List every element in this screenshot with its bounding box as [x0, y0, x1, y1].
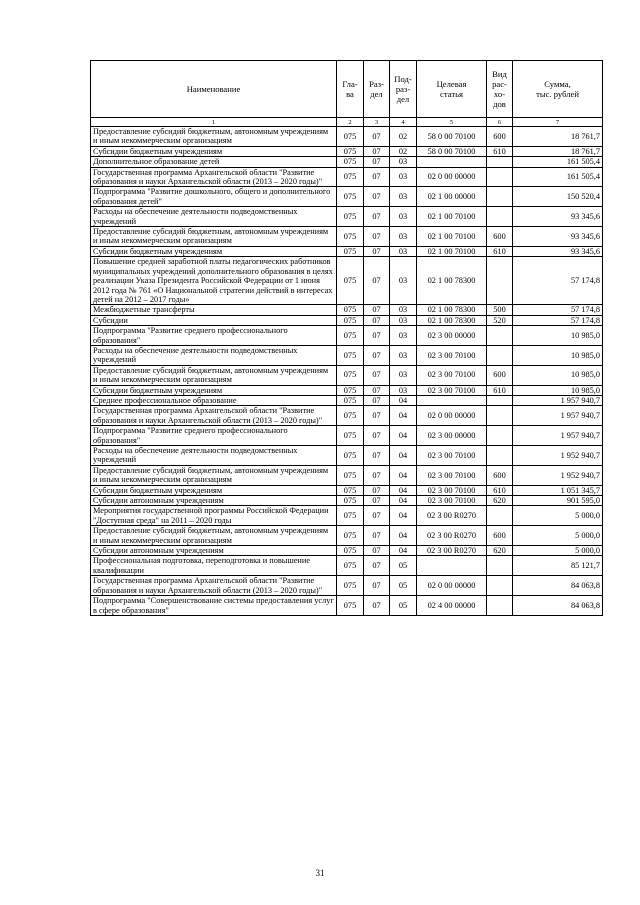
row-vid: 610	[487, 385, 513, 395]
row-target: 02 1 00 78300	[417, 257, 487, 305]
table-row	[91, 305, 603, 315]
row-sum: 150 520,4	[513, 187, 603, 207]
row-name: Государственная программа Архангельской области "Развитие образования и науки Архангельской области (2013 – 2020 годы)"	[91, 576, 337, 596]
row-target: 02 3 00 70100	[417, 385, 487, 395]
table-row	[91, 496, 603, 506]
row-name: Предоставление субсидий бюджетным, автономным учреждениям и иным некоммерческим организациям	[91, 227, 337, 247]
table-row	[91, 246, 603, 256]
table-row	[91, 167, 603, 187]
row-sum: 93 345,6	[513, 246, 603, 256]
row-vid	[487, 506, 513, 526]
row-target: 02 3 00 70100	[417, 485, 487, 495]
row-podrazdel: 03	[390, 207, 417, 227]
row-target: 02 1 00 70100	[417, 227, 487, 247]
row-name: Субсидии бюджетным учреждениям	[91, 385, 337, 395]
row-vid	[487, 345, 513, 365]
table-header-row	[91, 61, 603, 118]
row-glava: 075	[337, 576, 364, 596]
column-number: 7	[513, 118, 603, 127]
row-glava: 075	[337, 305, 364, 315]
row-podrazdel: 03	[390, 257, 417, 305]
row-sum: 84 063,8	[513, 576, 603, 596]
table-row	[91, 426, 603, 446]
header-name: Наименование	[91, 61, 337, 118]
table-row	[91, 546, 603, 556]
row-sum: 10 985,0	[513, 365, 603, 385]
row-target: 02 0 00 00000	[417, 576, 487, 596]
table-row	[91, 485, 603, 495]
row-target: 02 3 00 70100	[417, 345, 487, 365]
row-name: Подпрограмма "Развитие дошкольного, общего и дополнительного образования детей"	[91, 187, 337, 207]
row-target: 02 3 00 70100	[417, 446, 487, 466]
row-name: Межбюджетные трансферты	[91, 305, 337, 315]
row-sum: 1 051 345,7	[513, 485, 603, 495]
header-target: Целевая статья	[417, 61, 487, 118]
table-row	[91, 326, 603, 346]
row-vid: 600	[487, 465, 513, 485]
row-glava: 075	[337, 167, 364, 187]
row-vid	[487, 207, 513, 227]
row-razdel: 07	[364, 465, 390, 485]
row-name: Мероприятия государственной программы Российской Федерации "Доступная среда" на 2011 – 2020 годы	[91, 506, 337, 526]
row-name: Повышение средней заработной платы педагогических работников муниципальных учреждений дополнительного образования в целях реализации Указа Президента Российской Федерации от 1 июня 2012 года № 761 «О Национальной стратегии действий в интересах детей на 2012 – 2017 годы»	[91, 257, 337, 305]
column-number: 5	[417, 118, 487, 127]
header-glava: Гла- ва	[337, 61, 364, 118]
row-sum: 18 761,7	[513, 146, 603, 156]
row-name: Расходы на обеспечение деятельности подведомственных учреждений	[91, 207, 337, 227]
row-name: Предоставление субсидий бюджетным, автономным учреждениям и иным некоммерческим организациям	[91, 526, 337, 546]
row-razdel: 07	[364, 596, 390, 616]
row-target: 02 3 00 70100	[417, 496, 487, 506]
column-number: 2	[337, 118, 364, 127]
row-name: Субсидии	[91, 315, 337, 325]
table-row	[91, 556, 603, 576]
row-podrazdel: 03	[390, 345, 417, 365]
row-target: 02 0 00 00000	[417, 406, 487, 426]
row-name: Расходы на обеспечение деятельности подведомственных учреждений	[91, 446, 337, 466]
row-razdel: 07	[364, 315, 390, 325]
row-name: Предоставление субсидий бюджетным, автономным учреждениям и иным некоммерческим организациям	[91, 465, 337, 485]
table-row	[91, 146, 603, 156]
row-target: 02 3 00 R0270	[417, 526, 487, 546]
row-sum: 1 952 940,7	[513, 465, 603, 485]
row-glava: 075	[337, 257, 364, 305]
row-glava: 075	[337, 426, 364, 446]
row-razdel: 07	[364, 227, 390, 247]
row-name: Субсидии автономным учреждениям	[91, 546, 337, 556]
row-target: 02 3 00 R0270	[417, 506, 487, 526]
row-vid: 610	[487, 485, 513, 495]
row-podrazdel: 02	[390, 146, 417, 156]
header-razdel: Раз- дел	[364, 61, 390, 118]
row-sum: 10 985,0	[513, 345, 603, 365]
row-name: Профессиональная подготовка, переподготовка и повышение квалификации	[91, 556, 337, 576]
row-vid	[487, 257, 513, 305]
row-podrazdel: 03	[390, 167, 417, 187]
row-target: 02 3 00 00000	[417, 426, 487, 446]
row-vid: 600	[487, 127, 513, 147]
row-sum: 57 174,8	[513, 305, 603, 315]
row-name: Предоставление субсидий бюджетным, автономным учреждениям и иным некоммерческим организациям	[91, 365, 337, 385]
row-razdel: 07	[364, 395, 390, 405]
row-razdel: 07	[364, 345, 390, 365]
row-target: 02 3 00 R0270	[417, 546, 487, 556]
row-sum: 10 985,0	[513, 385, 603, 395]
row-glava: 075	[337, 326, 364, 346]
row-sum: 1 957 940,7	[513, 406, 603, 426]
row-name: Среднее профессиональное образование	[91, 395, 337, 405]
row-glava: 075	[337, 246, 364, 256]
row-glava: 075	[337, 506, 364, 526]
row-glava: 075	[337, 365, 364, 385]
column-number: 1	[91, 118, 337, 127]
row-podrazdel: 03	[390, 385, 417, 395]
table-row	[91, 446, 603, 466]
row-name: Субсидии бюджетным учреждениям	[91, 485, 337, 495]
header-podrazdel: Под- раз- дел	[390, 61, 417, 118]
column-number: 4	[390, 118, 417, 127]
row-target: 02 4 00 00000	[417, 596, 487, 616]
row-podrazdel: 03	[390, 365, 417, 385]
table-row	[91, 526, 603, 546]
row-name: Субсидии бюджетным учреждениям	[91, 246, 337, 256]
row-razdel: 07	[364, 506, 390, 526]
column-number: 3	[364, 118, 390, 127]
row-razdel: 07	[364, 157, 390, 167]
row-name: Предоставление субсидий бюджетным, автономным учреждениям и иным некоммерческим организациям	[91, 127, 337, 147]
budget-table	[90, 60, 603, 616]
row-vid: 520	[487, 315, 513, 325]
row-vid	[487, 596, 513, 616]
table-row	[91, 506, 603, 526]
row-target: 02 3 00 70100	[417, 365, 487, 385]
table-row	[91, 315, 603, 325]
row-glava: 075	[337, 187, 364, 207]
row-vid: 610	[487, 146, 513, 156]
row-podrazdel: 04	[390, 406, 417, 426]
row-podrazdel: 03	[390, 315, 417, 325]
row-sum: 57 174,8	[513, 315, 603, 325]
row-razdel: 07	[364, 485, 390, 495]
row-vid: 620	[487, 496, 513, 506]
row-podrazdel: 05	[390, 576, 417, 596]
row-target	[417, 157, 487, 167]
row-podrazdel: 04	[390, 496, 417, 506]
row-podrazdel: 04	[390, 446, 417, 466]
table-row	[91, 227, 603, 247]
row-sum: 1 957 940,7	[513, 395, 603, 405]
row-sum: 84 063,8	[513, 596, 603, 616]
table-row	[91, 576, 603, 596]
row-vid: 500	[487, 305, 513, 315]
row-podrazdel: 05	[390, 596, 417, 616]
table-row	[91, 365, 603, 385]
row-razdel: 07	[364, 127, 390, 147]
row-vid	[487, 406, 513, 426]
row-glava: 075	[337, 496, 364, 506]
row-glava: 075	[337, 315, 364, 325]
page-number: 31	[315, 868, 325, 878]
row-sum: 93 345,6	[513, 227, 603, 247]
table-row	[91, 406, 603, 426]
table-row	[91, 385, 603, 395]
row-podrazdel: 04	[390, 546, 417, 556]
row-podrazdel: 05	[390, 556, 417, 576]
row-target: 02 1 00 78300	[417, 305, 487, 315]
row-target: 02 0 00 00000	[417, 167, 487, 187]
header-sum: Сумма, тыс. рублей	[513, 61, 603, 118]
row-target: 02 1 00 70100	[417, 246, 487, 256]
row-podrazdel: 03	[390, 305, 417, 315]
row-sum: 161 505,4	[513, 167, 603, 187]
row-razdel: 07	[364, 187, 390, 207]
row-razdel: 07	[364, 385, 390, 395]
row-sum: 901 595,0	[513, 496, 603, 506]
table-row	[91, 127, 603, 147]
row-sum: 161 505,4	[513, 157, 603, 167]
row-glava: 075	[337, 157, 364, 167]
row-vid	[487, 157, 513, 167]
row-sum: 1 952 940,7	[513, 446, 603, 466]
row-razdel: 07	[364, 496, 390, 506]
table-row	[91, 345, 603, 365]
row-glava: 075	[337, 395, 364, 405]
row-sum: 57 174,8	[513, 257, 603, 305]
row-podrazdel: 04	[390, 395, 417, 405]
row-razdel: 07	[364, 305, 390, 315]
row-razdel: 07	[364, 246, 390, 256]
row-name: Субсидии бюджетным учреждениям	[91, 146, 337, 156]
row-podrazdel: 03	[390, 326, 417, 346]
row-name: Государственная программа Архангельской области "Развитие образования и науки Архангельской области (2013 – 2020 годы)"	[91, 406, 337, 426]
row-sum: 10 985,0	[513, 326, 603, 346]
row-glava: 075	[337, 485, 364, 495]
row-target: 02 1 00 78300	[417, 315, 487, 325]
table-body	[91, 127, 603, 616]
row-podrazdel: 03	[390, 246, 417, 256]
row-razdel: 07	[364, 406, 390, 426]
row-target: 02 1 00 70100	[417, 207, 487, 227]
row-target	[417, 395, 487, 405]
row-vid: 610	[487, 246, 513, 256]
row-target: 02 3 00 70100	[417, 465, 487, 485]
row-vid: 600	[487, 227, 513, 247]
row-name: Расходы на обеспечение деятельности подведомственных учреждений	[91, 345, 337, 365]
row-vid: 620	[487, 546, 513, 556]
row-glava: 075	[337, 146, 364, 156]
row-razdel: 07	[364, 257, 390, 305]
table-row	[91, 187, 603, 207]
row-vid	[487, 426, 513, 446]
row-sum: 5 000,0	[513, 506, 603, 526]
row-podrazdel: 04	[390, 485, 417, 495]
row-razdel: 07	[364, 426, 390, 446]
row-glava: 075	[337, 556, 364, 576]
table-row	[91, 157, 603, 167]
table-row	[91, 465, 603, 485]
table-row	[91, 596, 603, 616]
row-vid	[487, 167, 513, 187]
row-target: 58 0 00 70100	[417, 146, 487, 156]
row-glava: 075	[337, 526, 364, 546]
row-name: Подпрограмма "Развитие среднего профессионального образования"	[91, 426, 337, 446]
row-name: Подпрограмма "Развитие среднего профессионального образования"	[91, 326, 337, 346]
row-glava: 075	[337, 446, 364, 466]
row-razdel: 07	[364, 446, 390, 466]
row-podrazdel: 04	[390, 465, 417, 485]
row-sum: 18 761,7	[513, 127, 603, 147]
table-row	[91, 207, 603, 227]
row-podrazdel: 04	[390, 526, 417, 546]
row-razdel: 07	[364, 556, 390, 576]
row-name: Подпрограмма "Совершенствование системы предоставления услуг в сфере образования"	[91, 596, 337, 616]
row-podrazdel: 03	[390, 187, 417, 207]
column-number-row	[91, 118, 603, 127]
row-razdel: 07	[364, 146, 390, 156]
row-razdel: 07	[364, 167, 390, 187]
row-glava: 075	[337, 127, 364, 147]
row-vid	[487, 187, 513, 207]
row-razdel: 07	[364, 526, 390, 546]
row-glava: 075	[337, 406, 364, 426]
row-podrazdel: 03	[390, 157, 417, 167]
row-razdel: 07	[364, 326, 390, 346]
row-sum: 5 000,0	[513, 546, 603, 556]
row-name: Государственная программа Архангельской области "Развитие образования и науки Архангельской области (2013 – 2020 годы)"	[91, 167, 337, 187]
row-vid: 600	[487, 526, 513, 546]
row-glava: 075	[337, 227, 364, 247]
row-sum: 85 121,7	[513, 556, 603, 576]
row-target: 02 3 00 00000	[417, 326, 487, 346]
row-vid	[487, 556, 513, 576]
row-vid	[487, 326, 513, 346]
column-number: 6	[487, 118, 513, 127]
row-name: Субсидии автономным учреждениям	[91, 496, 337, 506]
header-vid: Вид рас- хо- дов	[487, 61, 513, 118]
row-target	[417, 556, 487, 576]
row-name: Дополнительное образование детей	[91, 157, 337, 167]
row-sum: 5 000,0	[513, 526, 603, 546]
row-vid: 600	[487, 365, 513, 385]
table-row	[91, 395, 603, 405]
row-vid	[487, 395, 513, 405]
row-podrazdel: 02	[390, 127, 417, 147]
row-sum: 1 957 940,7	[513, 426, 603, 446]
row-glava: 075	[337, 465, 364, 485]
row-podrazdel: 04	[390, 506, 417, 526]
row-glava: 075	[337, 596, 364, 616]
row-glava: 075	[337, 546, 364, 556]
table-row	[91, 257, 603, 305]
row-vid	[487, 446, 513, 466]
row-glava: 075	[337, 345, 364, 365]
row-podrazdel: 04	[390, 426, 417, 446]
row-target: 02 1 00 00000	[417, 187, 487, 207]
row-sum: 93 345,6	[513, 207, 603, 227]
row-glava: 075	[337, 207, 364, 227]
row-podrazdel: 03	[390, 227, 417, 247]
row-razdel: 07	[364, 365, 390, 385]
row-razdel: 07	[364, 546, 390, 556]
row-target: 58 0 00 70100	[417, 127, 487, 147]
row-razdel: 07	[364, 207, 390, 227]
row-razdel: 07	[364, 576, 390, 596]
row-glava: 075	[337, 385, 364, 395]
row-vid	[487, 576, 513, 596]
